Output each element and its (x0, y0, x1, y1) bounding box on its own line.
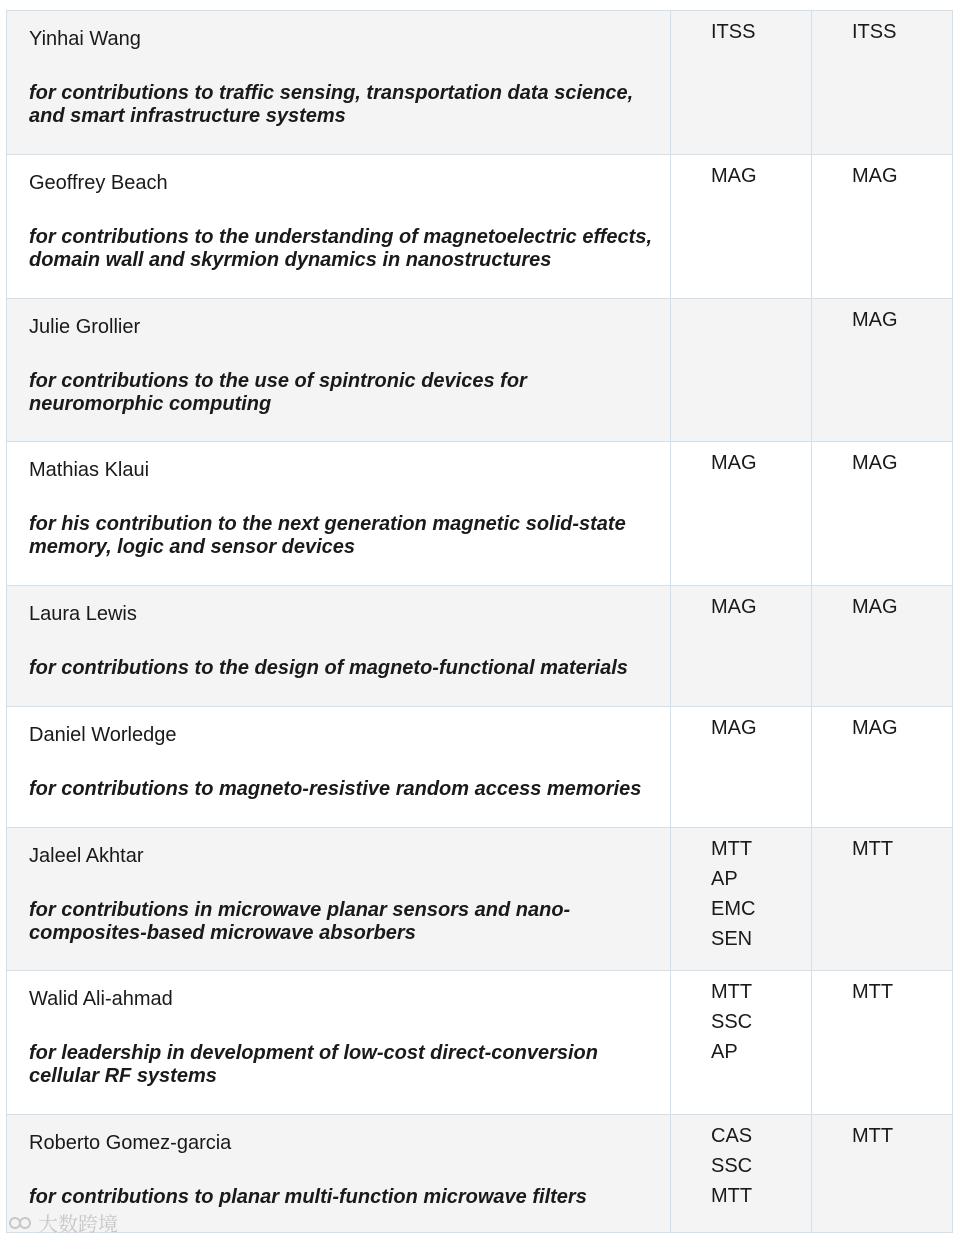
evaluating-society-cell (812, 155, 953, 298)
fellow-citation: for contributions to the design of magneto-functional materials (29, 657, 628, 679)
table-row (7, 155, 953, 299)
fellow-cell (7, 586, 671, 706)
society-label: MAG (711, 165, 757, 187)
fellow-name: Laura Lewis (29, 603, 137, 625)
fellow-name: Mathias Klaui (29, 459, 150, 481)
evaluating-society-cell (812, 442, 953, 585)
table-row (7, 442, 953, 586)
society-label: ITSS (711, 21, 756, 43)
evaluating-society-label: MAG (852, 717, 898, 739)
table-row (7, 586, 953, 707)
evaluating-society-label: MTT (852, 981, 894, 1003)
watermark-text: 大数跨境 (38, 1212, 118, 1236)
evaluating-society-label: MAG (852, 452, 898, 474)
society-label: MTT (711, 838, 753, 860)
fellows-table (6, 10, 953, 1233)
societies-cell (671, 1115, 812, 1232)
evaluating-society-label: ITSS (852, 21, 897, 43)
society-label: AP (711, 1041, 738, 1063)
society-label: MAG (711, 452, 757, 474)
fellow-citation: for leadership in development of low-cost direct-conversion cellular RF systems (29, 1042, 598, 1087)
evaluating-society-label: MTT (852, 1125, 894, 1147)
fellow-citation: for contributions to the understanding of magnetoelectric effects, domain wall and skyrmion dynamics in nanostructures (29, 226, 653, 271)
societies-cell (671, 299, 812, 441)
table-row (7, 11, 953, 155)
fellow-cell (7, 11, 671, 154)
society-label: SSC (711, 1011, 753, 1033)
fellow-cell (7, 707, 671, 827)
fellow-name: Jaleel Akhtar (29, 845, 144, 867)
society-label: MTT (711, 981, 753, 1003)
societies-cell (671, 707, 812, 827)
table-row (7, 299, 953, 442)
societies-cell (671, 971, 812, 1114)
fellow-citation: for contributions to the use of spintronic devices for neuromorphic computing (29, 370, 527, 415)
evaluating-society-label: MAG (852, 309, 898, 331)
society-label: SEN (711, 928, 753, 950)
society-label: MAG (711, 596, 757, 618)
fellow-citation: for his contribution to the next generation magnetic solid-state memory, logic and sensor devices (29, 513, 626, 558)
societies-cell (671, 586, 812, 706)
fellow-cell (7, 299, 671, 441)
fellow-name: Walid Ali-ahmad (29, 988, 173, 1010)
evaluating-society-cell (812, 971, 953, 1114)
evaluating-society-cell (812, 1115, 953, 1232)
society-label: SSC (711, 1155, 753, 1177)
table-row (7, 707, 953, 828)
fellow-cell (7, 828, 671, 970)
society-label: MTT (711, 1185, 753, 1207)
evaluating-society-cell (812, 828, 953, 970)
evaluating-society-cell (812, 707, 953, 827)
societies-cell (671, 11, 812, 154)
table-row (7, 1115, 953, 1233)
fellow-cell (7, 155, 671, 298)
fellow-name: Roberto Gomez-garcia (29, 1132, 232, 1154)
society-label: AP (711, 868, 738, 890)
fellow-citation: for contributions to magneto-resistive random access memories (29, 778, 642, 800)
fellow-cell (7, 442, 671, 585)
society-label: CAS (711, 1125, 753, 1147)
societies-cell (671, 828, 812, 970)
fellow-citation: for contributions to planar multi-function microwave filters (29, 1186, 587, 1208)
fellow-name: Geoffrey Beach (29, 172, 168, 194)
fellow-name: Daniel Worledge (29, 724, 177, 746)
evaluating-society-label: MAG (852, 596, 898, 618)
society-label: EMC (711, 898, 756, 920)
fellow-citation: for contributions in microwave planar sensors and nano-composites-based microwave absorbers (29, 899, 571, 944)
evaluating-society-label: MAG (852, 165, 898, 187)
table-row (7, 828, 953, 971)
watermark-logo-icon (8, 1213, 34, 1233)
fellow-cell (7, 971, 671, 1114)
society-label: MAG (711, 717, 757, 739)
table-row (7, 971, 953, 1115)
evaluating-society-label: MTT (852, 838, 894, 860)
societies-cell (671, 442, 812, 585)
fellow-name: Yinhai Wang (29, 28, 141, 50)
watermark (8, 1208, 118, 1237)
evaluating-society-cell (812, 299, 953, 441)
evaluating-society-cell (812, 586, 953, 706)
fellow-citation: for contributions to traffic sensing, transportation data science, and smart infrastructure systems (29, 82, 634, 127)
societies-cell (671, 155, 812, 298)
evaluating-society-cell (812, 11, 953, 154)
fellow-name: Julie Grollier (29, 316, 141, 338)
